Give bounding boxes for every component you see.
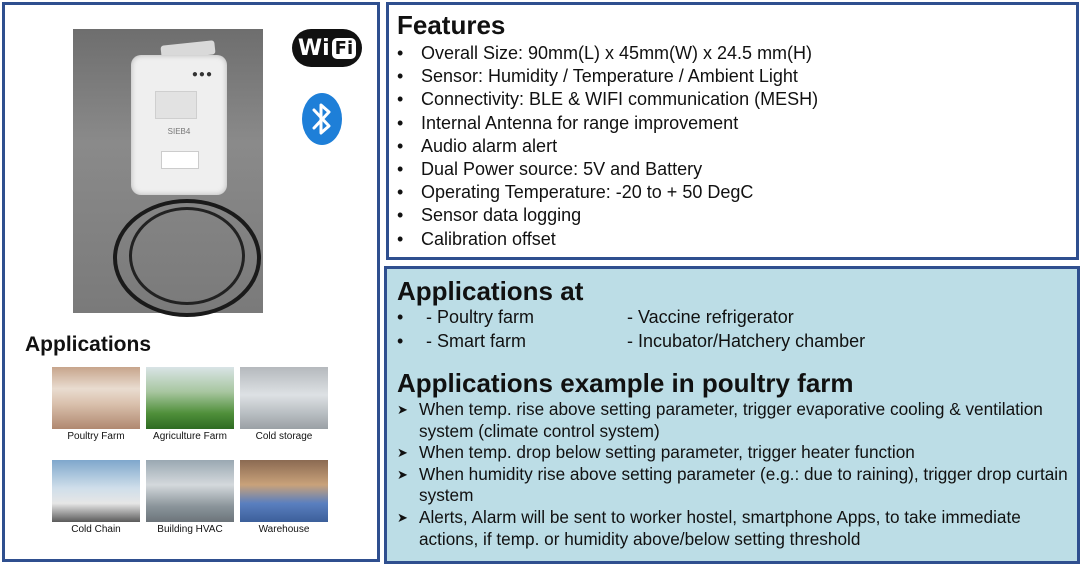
feature-item: • Overall Size: 90mm(L) x 45mm(W) x 24.5 mm(H) [397, 42, 818, 65]
example-text: When temp. rise above setting parameter, trigger evaporative cooling & ventilation system (climate control system) [419, 399, 1043, 441]
cold-storage-image [240, 367, 328, 429]
applications-panel [384, 266, 1080, 564]
arrow-bullet-icon: ➤ [397, 466, 408, 482]
example-item [397, 399, 1077, 442]
feature-item: • Calibration offset [397, 228, 818, 251]
feature-item: • Audio alarm alert [397, 135, 818, 158]
example-item [397, 507, 1077, 550]
application-row [397, 306, 794, 330]
tile-caption: Building HVAC [157, 524, 223, 535]
example-item [397, 442, 1077, 464]
feature-item: • Operating Temperature: -20 to + 50 DegC [397, 181, 818, 204]
left-panel [2, 2, 380, 562]
wifi-logo-text: Wi [297, 35, 330, 61]
tile-poultry-farm [52, 367, 140, 442]
example-text: When temp. drop below setting parameter, trigger heater function [419, 442, 915, 463]
applications-list [397, 306, 866, 353]
tile-building-hvac [146, 460, 234, 535]
applications-example-heading: Applications example in poultry farm [397, 368, 854, 398]
examples-list [397, 399, 1077, 550]
device-photo [73, 29, 263, 313]
device-sticker [161, 151, 199, 169]
feature-item: • Dual Power source: 5V and Battery [397, 158, 818, 181]
example-text: When humidity rise above setting parameter (e.g.: due to raining), trigger drop curtain system [419, 463, 1068, 506]
feature-item: • Connectivity: BLE & WIFI communication (MESH) [397, 88, 818, 111]
agriculture-farm-image [146, 367, 234, 429]
wifi-logo [292, 29, 362, 67]
device-window [155, 91, 197, 119]
warehouse-image [240, 460, 328, 522]
example-item [397, 464, 1077, 507]
device-led-dots: ●●● [191, 69, 213, 80]
applications-heading: Applications [25, 333, 152, 356]
application-right: - Vaccine refrigerator [627, 307, 794, 327]
arrow-bullet-icon: ➤ [397, 445, 408, 461]
feature-item: • Sensor: Humidity / Temperature / Ambient Light [397, 65, 818, 88]
tile-caption: Warehouse [258, 524, 310, 535]
wifi-logo-fi: Fi [332, 38, 356, 59]
poultry-farm-image [52, 367, 140, 429]
features-panel [386, 2, 1079, 260]
application-left: - Smart farm [426, 330, 527, 351]
tile-caption: Agriculture Farm [153, 431, 227, 442]
tile-caption: Cold Chain [71, 524, 121, 535]
application-row [397, 330, 866, 354]
building-hvac-image [146, 460, 234, 522]
tile-agriculture-farm [146, 367, 234, 442]
tile-caption: Poultry Farm [67, 431, 125, 442]
bluetooth-icon [302, 93, 342, 145]
tile-warehouse [240, 460, 328, 535]
arrow-bullet-icon: ➤ [397, 402, 408, 417]
feature-item: • Sensor data logging [397, 204, 818, 227]
cold-chain-image [52, 460, 140, 522]
sensor-device [131, 55, 227, 195]
features-heading: Features [397, 10, 506, 40]
power-cable-loop [129, 207, 245, 305]
application-right: - Incubator/Hatchery chamber [627, 330, 866, 351]
features-list [397, 42, 818, 251]
arrow-bullet-icon: ➤ [397, 509, 408, 525]
application-left: - Poultry farm [426, 307, 535, 327]
tile-caption: Cold storage [255, 431, 313, 442]
applications-at-heading: Applications at [397, 276, 584, 306]
example-text: Alerts, Alarm will be sent to worker hostel, smartphone Apps, to take immediate actions, if temp. or humidity above/below setting threshold [419, 506, 1021, 549]
tile-cold-storage [240, 367, 328, 442]
feature-item: • Internal Antenna for range improvement [397, 112, 818, 135]
tile-cold-chain [52, 460, 140, 535]
device-brand: SIEB4 [167, 127, 191, 136]
